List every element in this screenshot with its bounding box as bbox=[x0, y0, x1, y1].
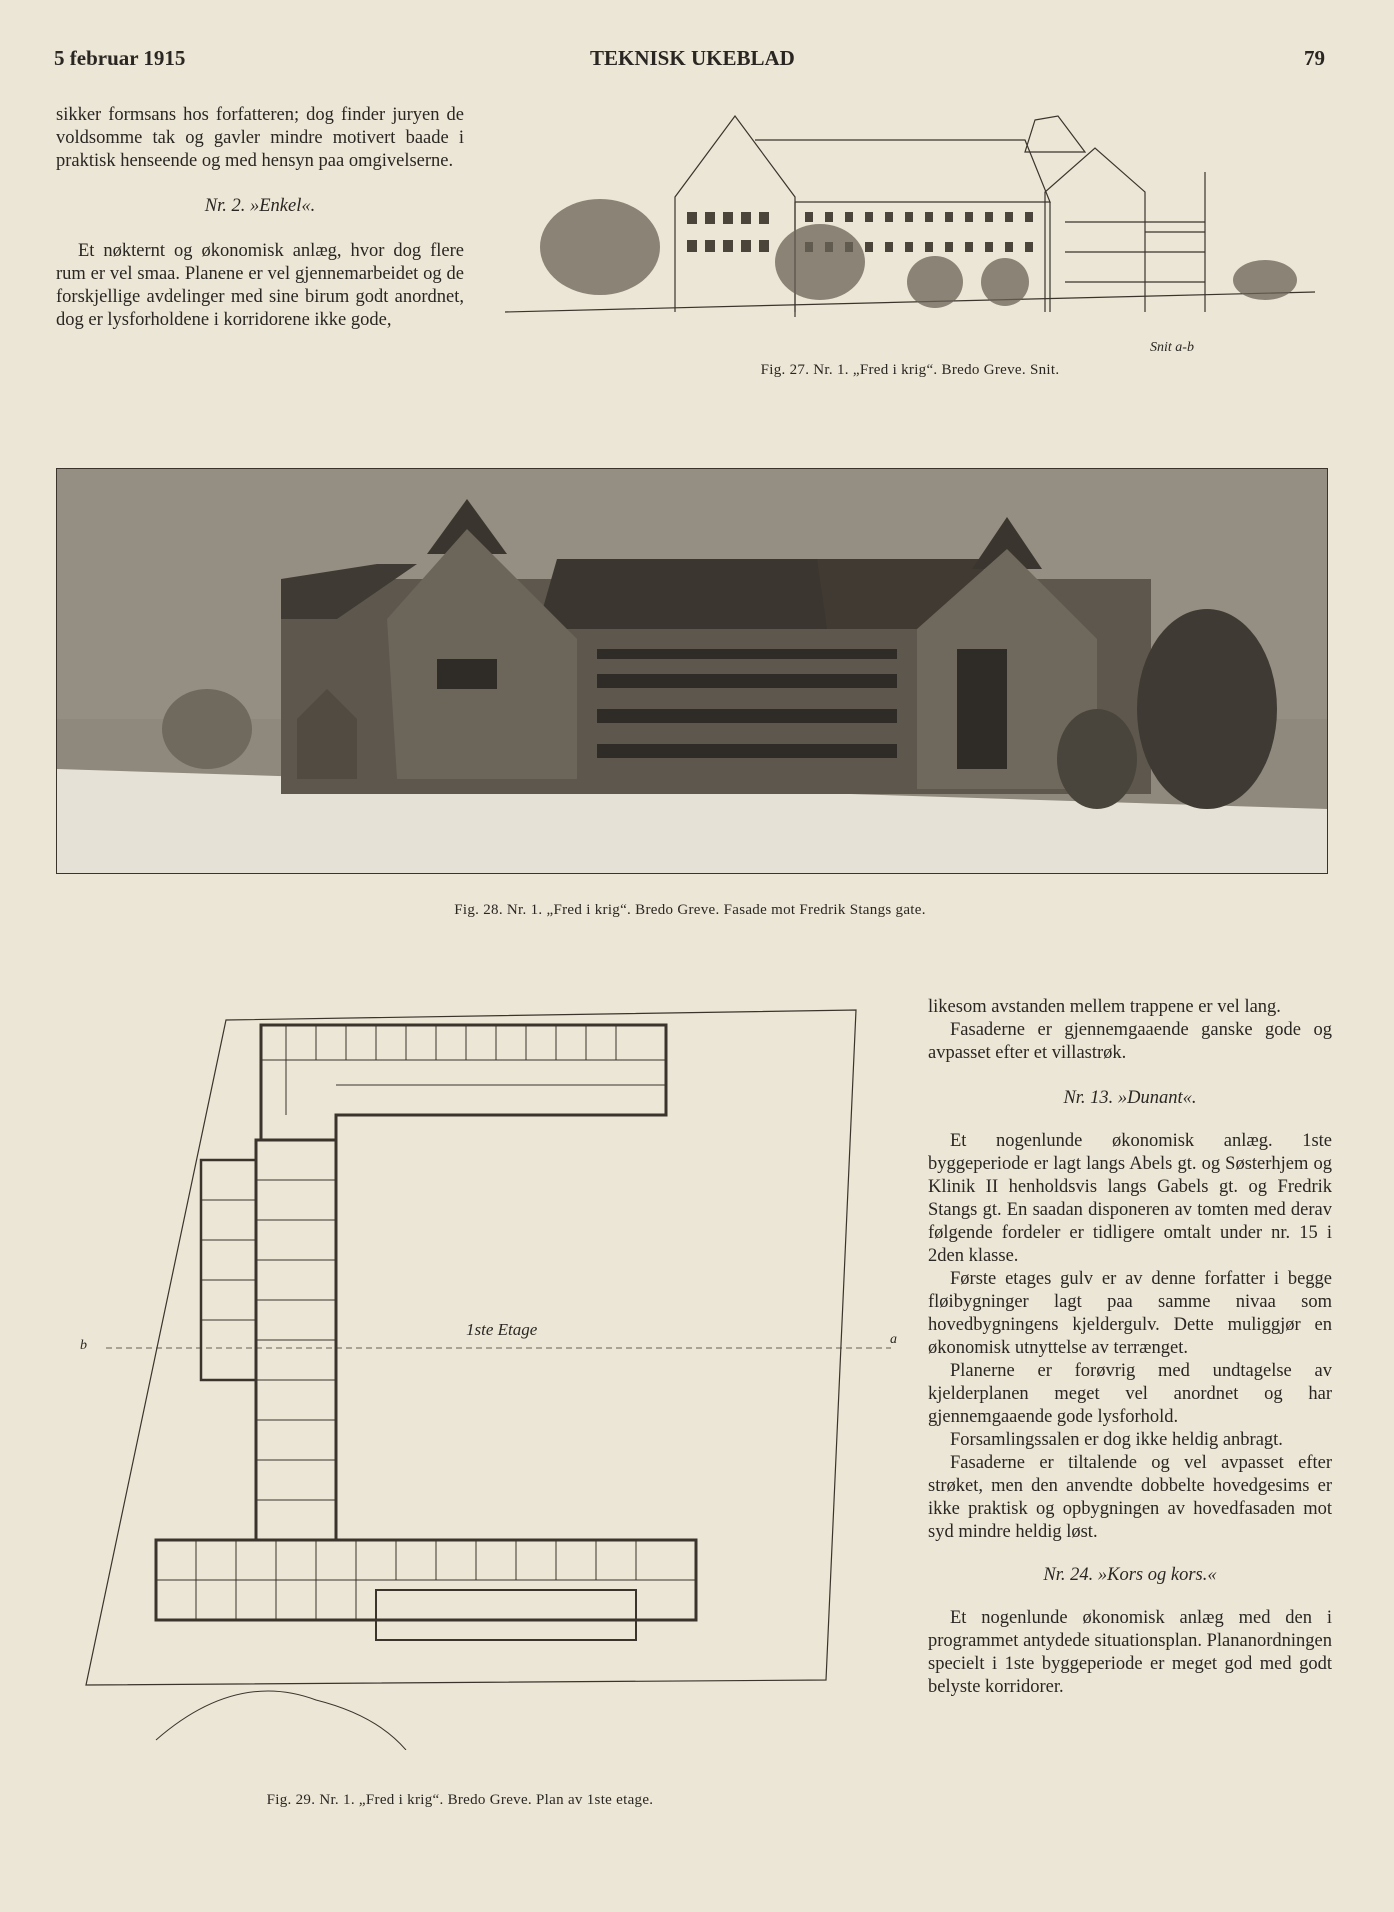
left-text-column bbox=[56, 104, 464, 332]
fig27-caption: Fig. 27. Nr. 1. „Fred i krig“. Bredo Greve. Snit. bbox=[760, 362, 1060, 378]
fig27-section-drawing bbox=[505, 112, 1315, 352]
paragraph: sikker formsans hos forfatteren; dog finder juryen de voldsomme tak og gavler mindre motivert baade i praktisk henseende og med hensyn paa omgivelserne. bbox=[56, 105, 464, 171]
entry-heading: Nr. 13. »Dunant«. bbox=[1063, 1088, 1197, 1108]
paragraph: likesom avstanden mellem trappene er vel lang. bbox=[928, 997, 1281, 1017]
journal-title: TEKNISK UKEBLAD bbox=[590, 46, 795, 70]
entry-heading: Nr. 24. »Kors og kors.« bbox=[1043, 1565, 1217, 1585]
paragraph: Planerne er forøvrig med undtagelse av kjelderplanen meget vel anordnet og har gjennemgaaende gode lysforhold. bbox=[928, 1361, 1332, 1427]
paragraph: Et nøkternt og økonomisk anlæg, hvor dog flere rum er vel smaa. Planene er vel gjennemarbeidet og de forskjellige avdelinger med sine birum godt anordnet, dog er lysforholdene i korridorene ikke gode, bbox=[56, 241, 464, 330]
fig28-caption: Fig. 28. Nr. 1. „Fred i krig“. Bredo Greve. Fasade mot Fredrik Stangs gate. bbox=[454, 902, 926, 918]
paragraph: Forsamlingssalen er dog ikke heldig anbragt. bbox=[950, 1430, 1283, 1450]
fig27-label: Snit a-b bbox=[1150, 340, 1194, 355]
entry-heading: Nr. 2. »Enkel«. bbox=[204, 196, 316, 216]
page-date: 5 februar 1915 bbox=[54, 46, 186, 70]
paragraph: Fasaderne er tiltalende og vel avpasset efter strøket, men den anvendte dobbelte hovedgesims er ikke praktisk og opbygningen av hovedfasaden mot syd mindre heldig løst. bbox=[928, 1453, 1332, 1542]
paragraph: Et nogenlunde økonomisk anlæg med den i programmet antydede situationsplan. Plananordningen specielt i 1ste byggeperiode er meget god med godt belyste korridorer. bbox=[928, 1608, 1332, 1697]
page-number: 79 bbox=[1304, 46, 1325, 70]
paragraph: Fasaderne er gjennemgaaende ganske gode og avpasset efter et villastrøk. bbox=[928, 1020, 1332, 1063]
paragraph: Et nogenlunde økonomisk anlæg. 1ste byggeperiode er lagt langs Abels gt. og Søsterhjem og Klinik II henholdsvis langs Gabels gt. og Fredrik Stangs gt. En saadan disponeren av tomten med derav følgende fordeler er tidligere omtalt under nr. 15 i 2den klasse. bbox=[928, 1131, 1332, 1266]
fig29-marker-b: b bbox=[80, 1338, 87, 1353]
right-text-column bbox=[928, 996, 1332, 1699]
fig29-floor-plan bbox=[76, 980, 896, 1750]
fig29-floor-label: 1ste Etage bbox=[466, 1320, 538, 1339]
fig29-caption: Fig. 29. Nr. 1. „Fred i krig“. Bredo Greve. Plan av 1ste etage. bbox=[266, 1792, 654, 1808]
fig28-facade-image bbox=[56, 468, 1328, 874]
fig29-marker-a: a bbox=[890, 1332, 897, 1347]
paragraph: Første etages gulv er av denne forfatter i begge fløibygninger lagt paa samme nivaa som hovedbygningens kjeldergulv. Dette muliggjør en økonomisk utnyttelse av terrænget. bbox=[928, 1269, 1332, 1358]
